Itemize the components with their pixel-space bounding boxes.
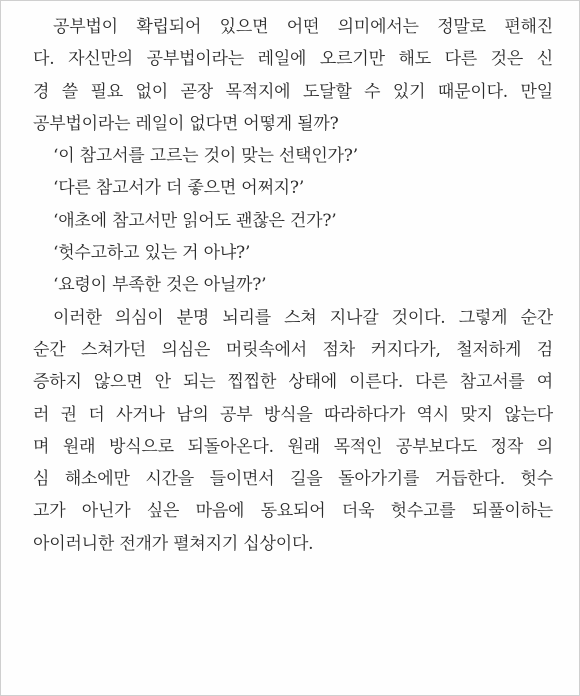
text-line: 러 권 더 사거나 남의 공부 방식을 따라하다가 역시 맞지 않는다: [33, 404, 553, 425]
quote-line: ‘이 참고서를 고르는 것이 맞는 선택인가?’: [53, 146, 358, 167]
text-line: 다. 자신만의 공부법이라는 레일에 오르기만 해도 다른 것은 신: [33, 49, 553, 70]
text-line: 며 원래 방식으로 되돌아온다. 원래 목적인 공부보다도 정작 의: [33, 436, 553, 457]
text-line: 증하지 않으면 안 되는 찝찝한 상태에 이른다. 다른 참고서를 여: [33, 372, 553, 393]
text-line: 고가 아닌가 싶은 마음에 동요되어 더욱 헛수고를 되풀이하는: [33, 501, 553, 522]
text-line: 아이러니한 전개가 펼쳐지기 십상이다.: [33, 533, 314, 554]
text-line: 순간 스쳐가던 의심은 머릿속에서 점차 커지다가, 철저하게 검: [33, 339, 553, 360]
text-line: 공부법이 확립되어 있으면 어떤 의미에서는 정말로 편해진: [53, 17, 553, 37]
quote-line: ‘애초에 참고서만 읽어도 괜찮은 건가?’: [53, 210, 337, 231]
quote-line: ‘헛수고하고 있는 거 아냐?’: [53, 243, 251, 264]
body-text: [33, 11, 553, 560]
text-line: 경 쓸 필요 없이 곧장 목적지에 도달할 수 있기 때문이다. 만일: [33, 81, 553, 102]
quote-line: ‘다른 참고서가 더 좋으면 어쩌지?’: [53, 178, 305, 199]
text-line: 심 해소에만 시간을 들이면서 길을 돌아가기를 거듭한다. 헛수: [33, 469, 553, 490]
text-line: 이러한 의심이 분명 뇌리를 스쳐 지나갈 것이다. 그렇게 순간: [53, 307, 553, 328]
quote-line: ‘요령이 부족한 것은 아닐까?’: [53, 275, 267, 296]
text-line: 공부법이라는 레일이 없다면 어떻게 될까?: [33, 113, 339, 134]
